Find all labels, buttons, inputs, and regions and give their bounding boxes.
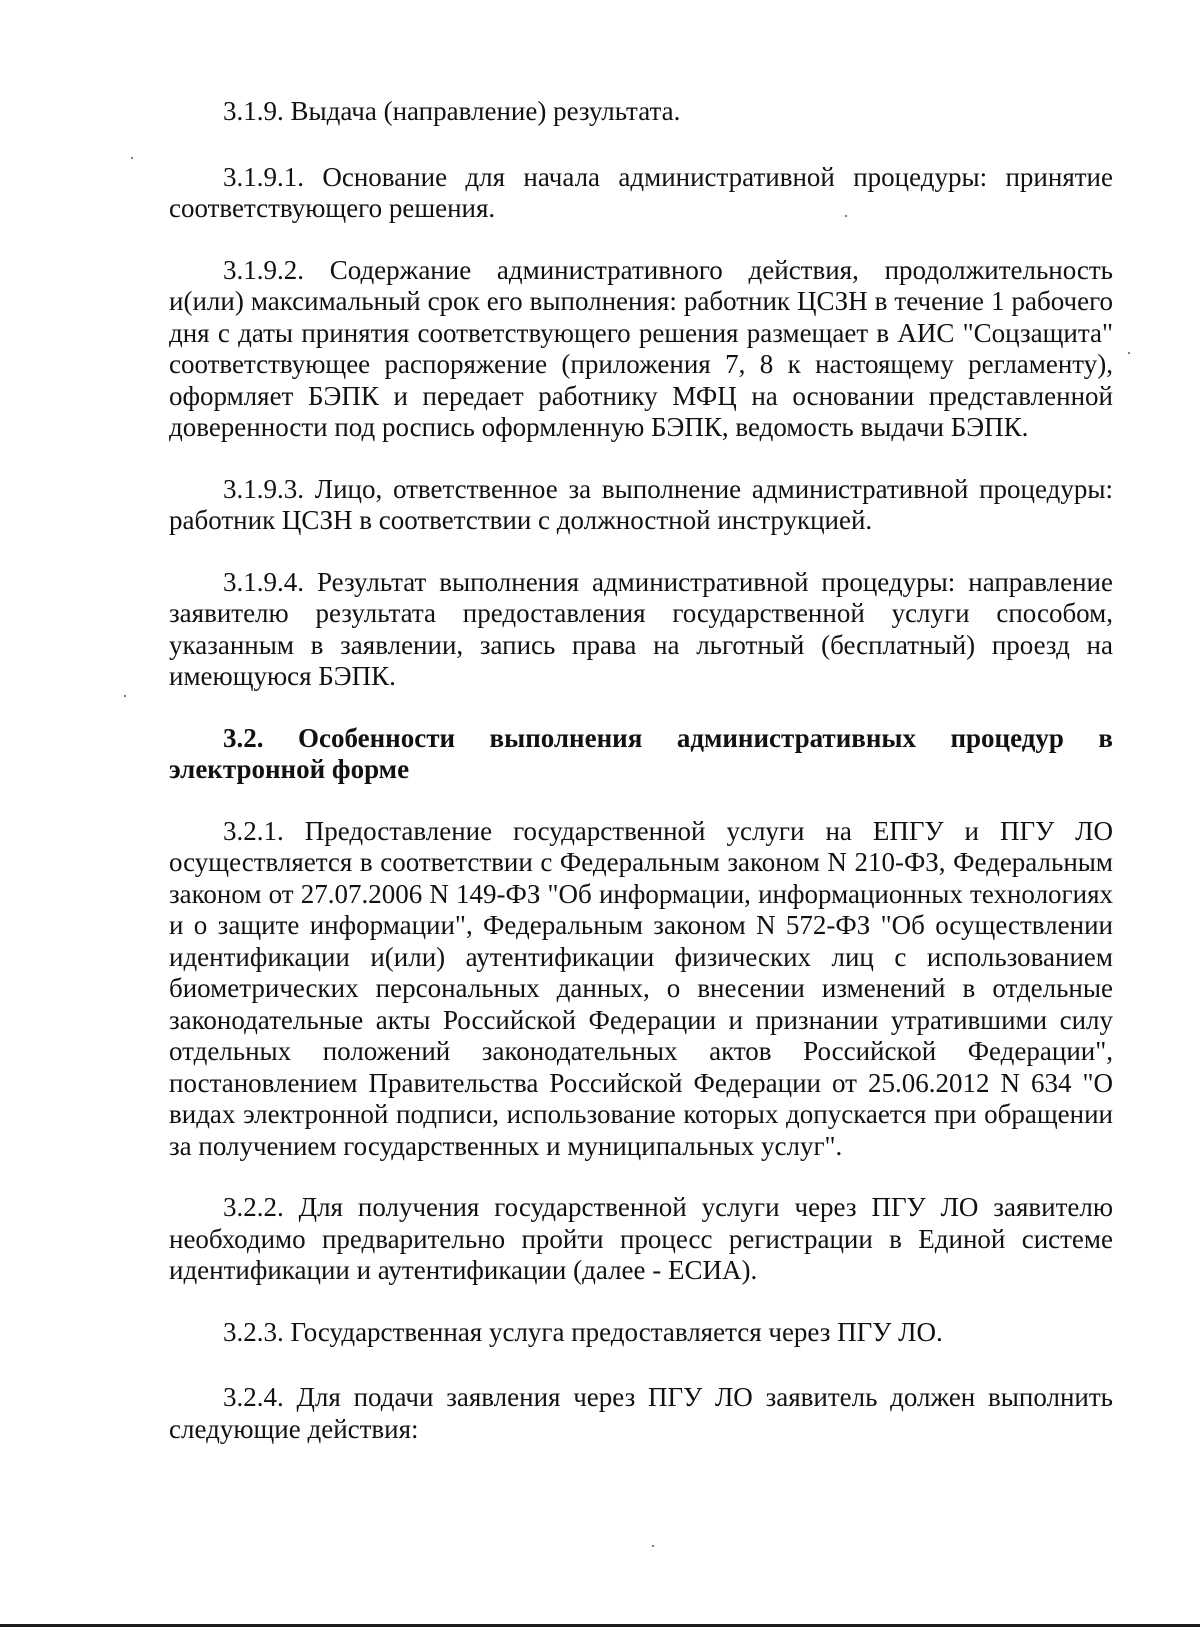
document-body	[169, 96, 1113, 1475]
paragraph-3-1-9-4: 3.1.9.4. Результат выполнения административной процедуры: направление заявителю результата предоставления государственной услуги способом, указанным в заявлении, запись права на льготный (бесплатный) проезд на имеющуюся БЭПК.	[169, 566, 1113, 691]
paragraph-3-2-2: 3.2.2. Для получения государственной услуги через ПГУ ЛО заявителю необходимо предварительно пройти процесс регистрации в Единой системе идентификации и аутентификации (далее - ЕСИА).	[169, 1192, 1113, 1285]
scan-bottom-edge	[0, 1624, 1200, 1627]
section-heading-3-2: 3.2. Особенности выполнения административных процедур в электронной форме	[169, 722, 1113, 784]
scan-speck	[1128, 352, 1130, 354]
paragraph-3-1-9-1: 3.1.9.1. Основание для начала административной процедуры: принятие соответствующего решения.	[169, 161, 1113, 223]
scan-speck	[652, 1545, 654, 1547]
scan-speck	[124, 695, 126, 697]
paragraph-3-1-9-3: 3.1.9.3. Лицо, ответственное за выполнение административной процедуры: работник ЦСЗН в соответствии с должностной инструкцией.	[169, 473, 1113, 535]
paragraph-3-1-9: 3.1.9. Выдача (направление) результата.	[223, 96, 681, 126]
scan-speck	[845, 215, 847, 217]
paragraph-3-2-3: 3.2.3. Государственная услуга предоставляется через ПГУ ЛО.	[223, 1316, 943, 1347]
paragraph-3-2-4: 3.2.4. Для подачи заявления через ПГУ ЛО заявитель должен выполнить следующие действия:	[169, 1382, 1113, 1444]
paragraph-3-2-1: 3.2.1. Предоставление государственной услуги на ЕПГУ и ПГУ ЛО осуществляется в соответствии с Федеральным законом N 210-ФЗ, Федеральным законом от 27.07.2006 N 149-ФЗ "Об информации, информационных технологиях и о защите информации", Федеральным законом N 572-ФЗ "Об осуществлении идентификации и(или) аутентификации физических лиц с использованием биометрических персональных данных, о внесении изменений в отдельные законодательные акты Российской Федерации и признании утратившими силу отдельных положений законодательных актов Российской Федерации", постановлением Правительства Российской Федерации от 25.06.2012 N 634 "О видах электронной подписи, использование которых допускается при обращении за получением государственных и муниципальных услуг".	[169, 815, 1113, 1161]
paragraph-3-1-9-2: 3.1.9.2. Содержание административного действия, продолжительность и(или) максимальный срок его выполнения: работник ЦСЗН в течение 1 рабочего дня с даты принятия соответствующего решения размещает в АИС "Соцзащита" соответствующее распоряжение (приложения 7, 8 к настоящему регламенту), оформляет БЭПК и передает работнику МФЦ на основании представленной доверенности под роспись оформленную БЭПК, ведомость выдачи БЭПК.	[169, 254, 1113, 442]
scan-speck	[131, 157, 133, 159]
